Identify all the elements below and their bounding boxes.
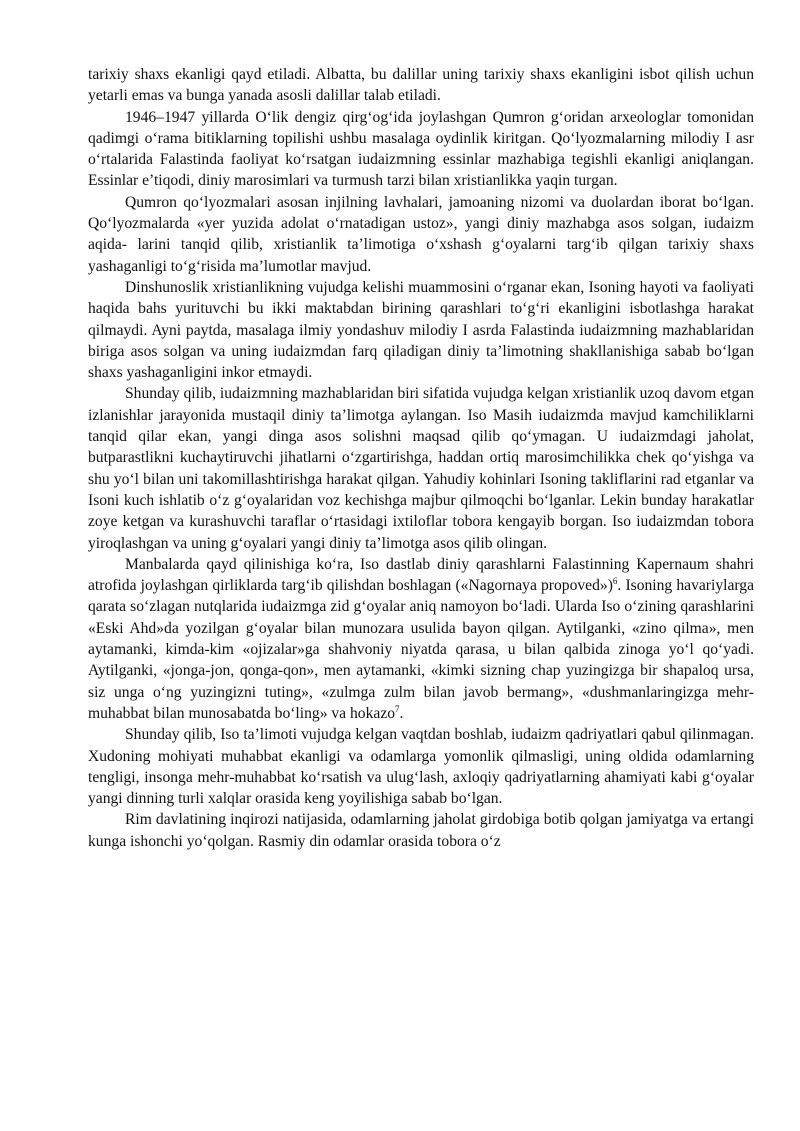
paragraph-with-footnotes [88,554,754,724]
footnote-ref: 7 [395,703,400,714]
paragraph-text: . Isoning havariylarga qarata so‘zlagan nutqlarida iudaizmga zid g‘oyalar aniq namoyon bo‘ladi. Ularda Iso o‘zining qarashlarini «Eski Ahd»da yozilgan g‘oyalar bilan munozara usulida bayon qilgan. Aytilganki, «zino qilma», men aytamanki, kimda-kim «ojizalar»ga shahvoniy niyatda qarasa, u bilan qalbida zinoga yo‘l qo‘yadi. Aytilganki, «jonga-jon, qonga-qon», men aytamanki, «kimki sizning chap yuzingizga bir shapaloq ursa, siz unga o‘ng yuzingizni tuting», «zulmga zulm bilan javob bermang», «dushmanlaringizga mehr- muhabbat bilan munosabatda bo‘ling» va hokazo [88,577,754,722]
paragraph: 1946–1947 yillarda O‘lik dengiz qirg‘og‘ida joylashgan Qumron g‘oridan arxeologlar tomonidan qadimgi o‘rama bitiklarning topilishi ushbu masalaga oydinlik kiritgan. Qo‘lyozmalarning milodiy I asr o‘rtalarida Falastinda faoliyat ko‘rsatgan iudaizmning essinlar mazhabiga tegishli ekanligi aniqlangan. Essinlar e’tiqodi, diniy marosimlari va turmush tarzi bilan xristianlikka yaqin turgan. [88,108,754,190]
document-body [88,64,754,852]
paragraph: Shunday qilib, Iso ta’limoti vujudga kelgan vaqtdan boshlab, iudaizm qadriyatlari qabul qilinmagan. Xudoning mohiyati muhabbat ekanligi va odamlarga yomonlik qilmasligi, uning oldida odamlarning tengligi, insonga mehr-muhabbat ko‘rsatish va ulug‘lash, axloqiy qadriyatlarning ahamiyati kabi g‘oyalar yangi dinning turli xalqlar orasida keng yoyilishiga sabab bo‘lgan. [88,726,754,808]
paragraph: Shunday qilib, iudaizmning mazhablaridan biri sifatida vujudga kelgan xristianlik uzoq davom etgan izlanishlar jarayonida mustaqil diniy ta’limotga aylangan. Iso Masih iudaizmda mavjud kamchiliklarni tanqid qilar ekan, yangi dinga asos solishni maqsad qilib qo‘ymagan. U iudaizmdagi jaholat, butparastlikni kuchaytiruvchi jihatlarni o‘zgartirishga, haddan ortiq marosimchilikka chek qo‘yishga va shu yo‘l bilan uni takomillashtirishga harakat qilgan. Yahudiy kohinlari Isoning takliflarini rad etganlar va Isoni kuch ishlatib o‘z g‘oyalaridan voz kechishga majbur qilmoqchi bo‘lganlar. Lekin bunday harakatlar zoye ketgan va kurashuvchi taraflar o‘rtasidagi ixtiloflar tobora kengayib borgan. Iso iudaizmdan tobora yiroqlashgan va uning g‘oyalari yangi diniy ta’limotga asos qilib olingan. [88,385,754,552]
paragraph: tarixiy shaxs ekanligi qayd etiladi. Albatta, bu dalillar uning tarixiy shaxs ekanligini isbot qilish uchun yetarli emas va bunga yanada asosli dalillar talab etiladi. [88,66,754,105]
paragraph-text: . [399,704,404,722]
paragraph: Rim davlatining inqirozi natijasida, odamlarning jaholat girdobiga botib qolgan jamiyatga va ertangi kunga ishonchi yo‘qolgan. Rasmiy din odamlar orasida tobora o‘z [88,811,754,850]
paragraph: Dinshunoslik xristianlikning vujudga kelishi muammosini o‘rganar ekan, Isoning hayoti va faoliyati haqida bahs yurituvchi bu ikki maktabdan birining qarashlari to‘g‘ri ekanligini isbotlashga harakat qilmaydi. Ayni paytda, masalaga ilmiy yondashuv milodiy I asrda Falastinda iudaizmning mazhablaridan biriga asos solgan va uning iudaizmdan farq qiladigan diniy ta’limotning shakllanishiga sabab bo‘lgan shaxs yashaganligini inkor etmaydi. [88,278,754,382]
paragraph-text: Manbalarda qayd qilinishiga ko‘ra, Iso dastlab diniy qarashlarni Falastinning Kapernaum shahri atrofida joylashgan qirliklarda targ‘ib qilishdan boshlagan («Nagornaya propoved») [88,555,754,595]
footnote-ref: 6 [612,575,618,586]
paragraph: Qumron qo‘lyozmalari asosan injilning lavhalari, jamoaning nizomi va duolardan iborat bo‘lgan. Qo‘lyozmalarda «yer yuzida adolat o‘rnatadigan ustoz», yangi diniy mazhabga asos solgan, iudaizm aqida- larini tanqid qilib, xristianlik ta’limotiga o‘xshash g‘oyalarni targ‘ib qilgan tarixiy shaxs yashaganligi to‘g‘risida ma’lumotlar mavjud. [88,193,754,275]
